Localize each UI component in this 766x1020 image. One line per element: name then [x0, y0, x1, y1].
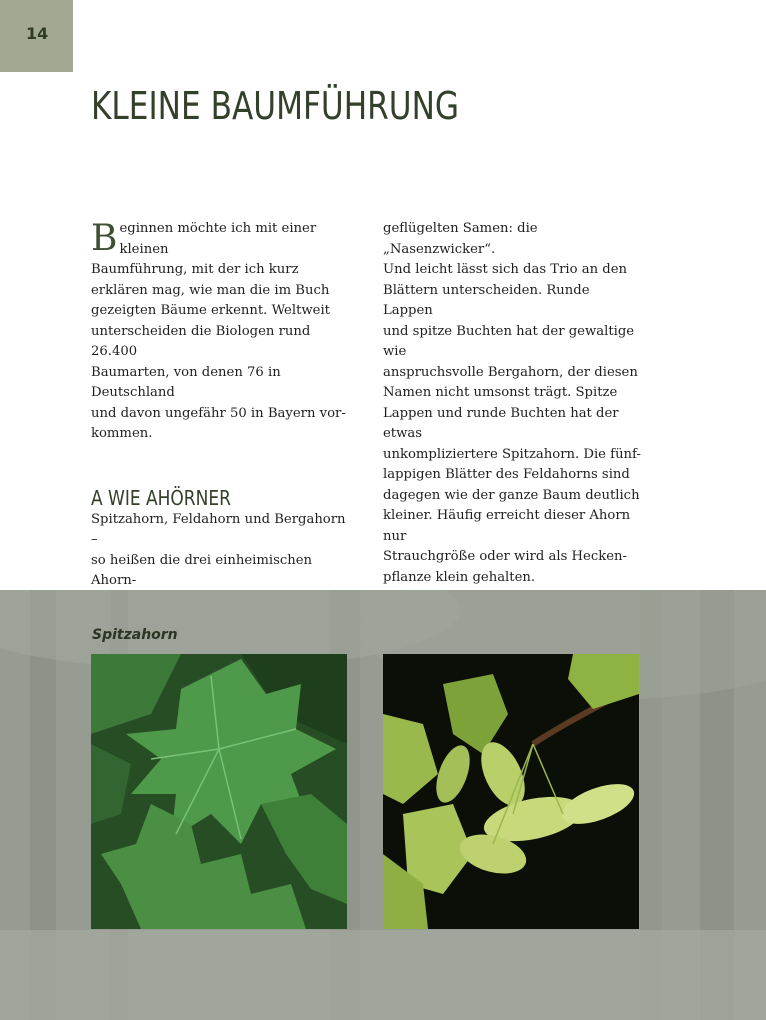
norway-maple-leaves-photo: [91, 654, 347, 929]
text-line: und davon ungefähr 50 in Bayern vor-: [91, 405, 346, 421]
text-line: kleiner. Häufig erreicht dieser Ahorn nur: [383, 508, 631, 544]
maple-seeds-photo: [383, 654, 639, 929]
text-line: kommen.: [91, 426, 153, 441]
intro-paragraph: [91, 219, 349, 445]
text-line: Baumführung, mit der ich kurz: [91, 262, 299, 277]
text-column-left: [91, 219, 349, 612]
text-line: erklären mag, wie man die im Buch: [91, 282, 330, 298]
text-line: Strauchgröße oder wird als Hecken-: [383, 549, 627, 564]
forest-photo-band: [0, 590, 766, 1020]
section-heading: A WIE AHÖRNER: [91, 485, 231, 510]
text-line: dagegen wie der ganze Baum deutlich: [383, 487, 640, 503]
text-line: Namen nicht umsonst trägt. Spitze: [383, 385, 618, 400]
text-line: unterscheiden die Biologen rund 26.400: [91, 323, 311, 359]
text-line: geflügelten Samen: die „Nasenzwicker“.: [383, 221, 538, 257]
text-line: und spitze Buchten hat der gewaltige wie: [383, 323, 635, 359]
text-line: Lappen und runde Buchten hat der etwas: [383, 405, 619, 441]
seed-illustration: [383, 654, 639, 929]
page-title: KLEINE BAUMFÜHRUNG: [91, 84, 460, 128]
text-line: Spitzahorn, Feldahorn und Bergahorn –: [91, 511, 346, 547]
text-line: eginnen möchte ich mit einer kleinen: [119, 221, 317, 257]
page-number-box: [0, 0, 73, 72]
text-line: Und leicht lässt sich das Trio an den: [383, 262, 628, 277]
text-line: pflanze klein gehalten.: [383, 569, 536, 585]
text-line: so heißen die drei einheimischen Ahorn-: [91, 552, 313, 588]
photo-caption: Spitzahorn: [92, 627, 178, 643]
text-column-right: [383, 219, 641, 588]
section-paragraph-right: [383, 219, 641, 588]
leaf-illustration: [91, 654, 347, 929]
text-line: Baumarten, von denen 76 in Deutschland: [91, 364, 281, 400]
text-line: gezeigten Bäume erkennt. Weltweit: [91, 303, 330, 318]
text-line: Blättern unterscheiden. Runde Lappen: [383, 282, 590, 318]
drop-cap: B: [91, 218, 118, 259]
text-line: lappigen Blätter des Feldahorns sind: [383, 467, 630, 482]
text-line: anspruchsvolle Bergahorn, der diesen: [383, 364, 638, 380]
page-number: 14: [26, 24, 49, 43]
text-line: unkompliziertere Spitzahorn. Die fünf-: [383, 446, 641, 462]
